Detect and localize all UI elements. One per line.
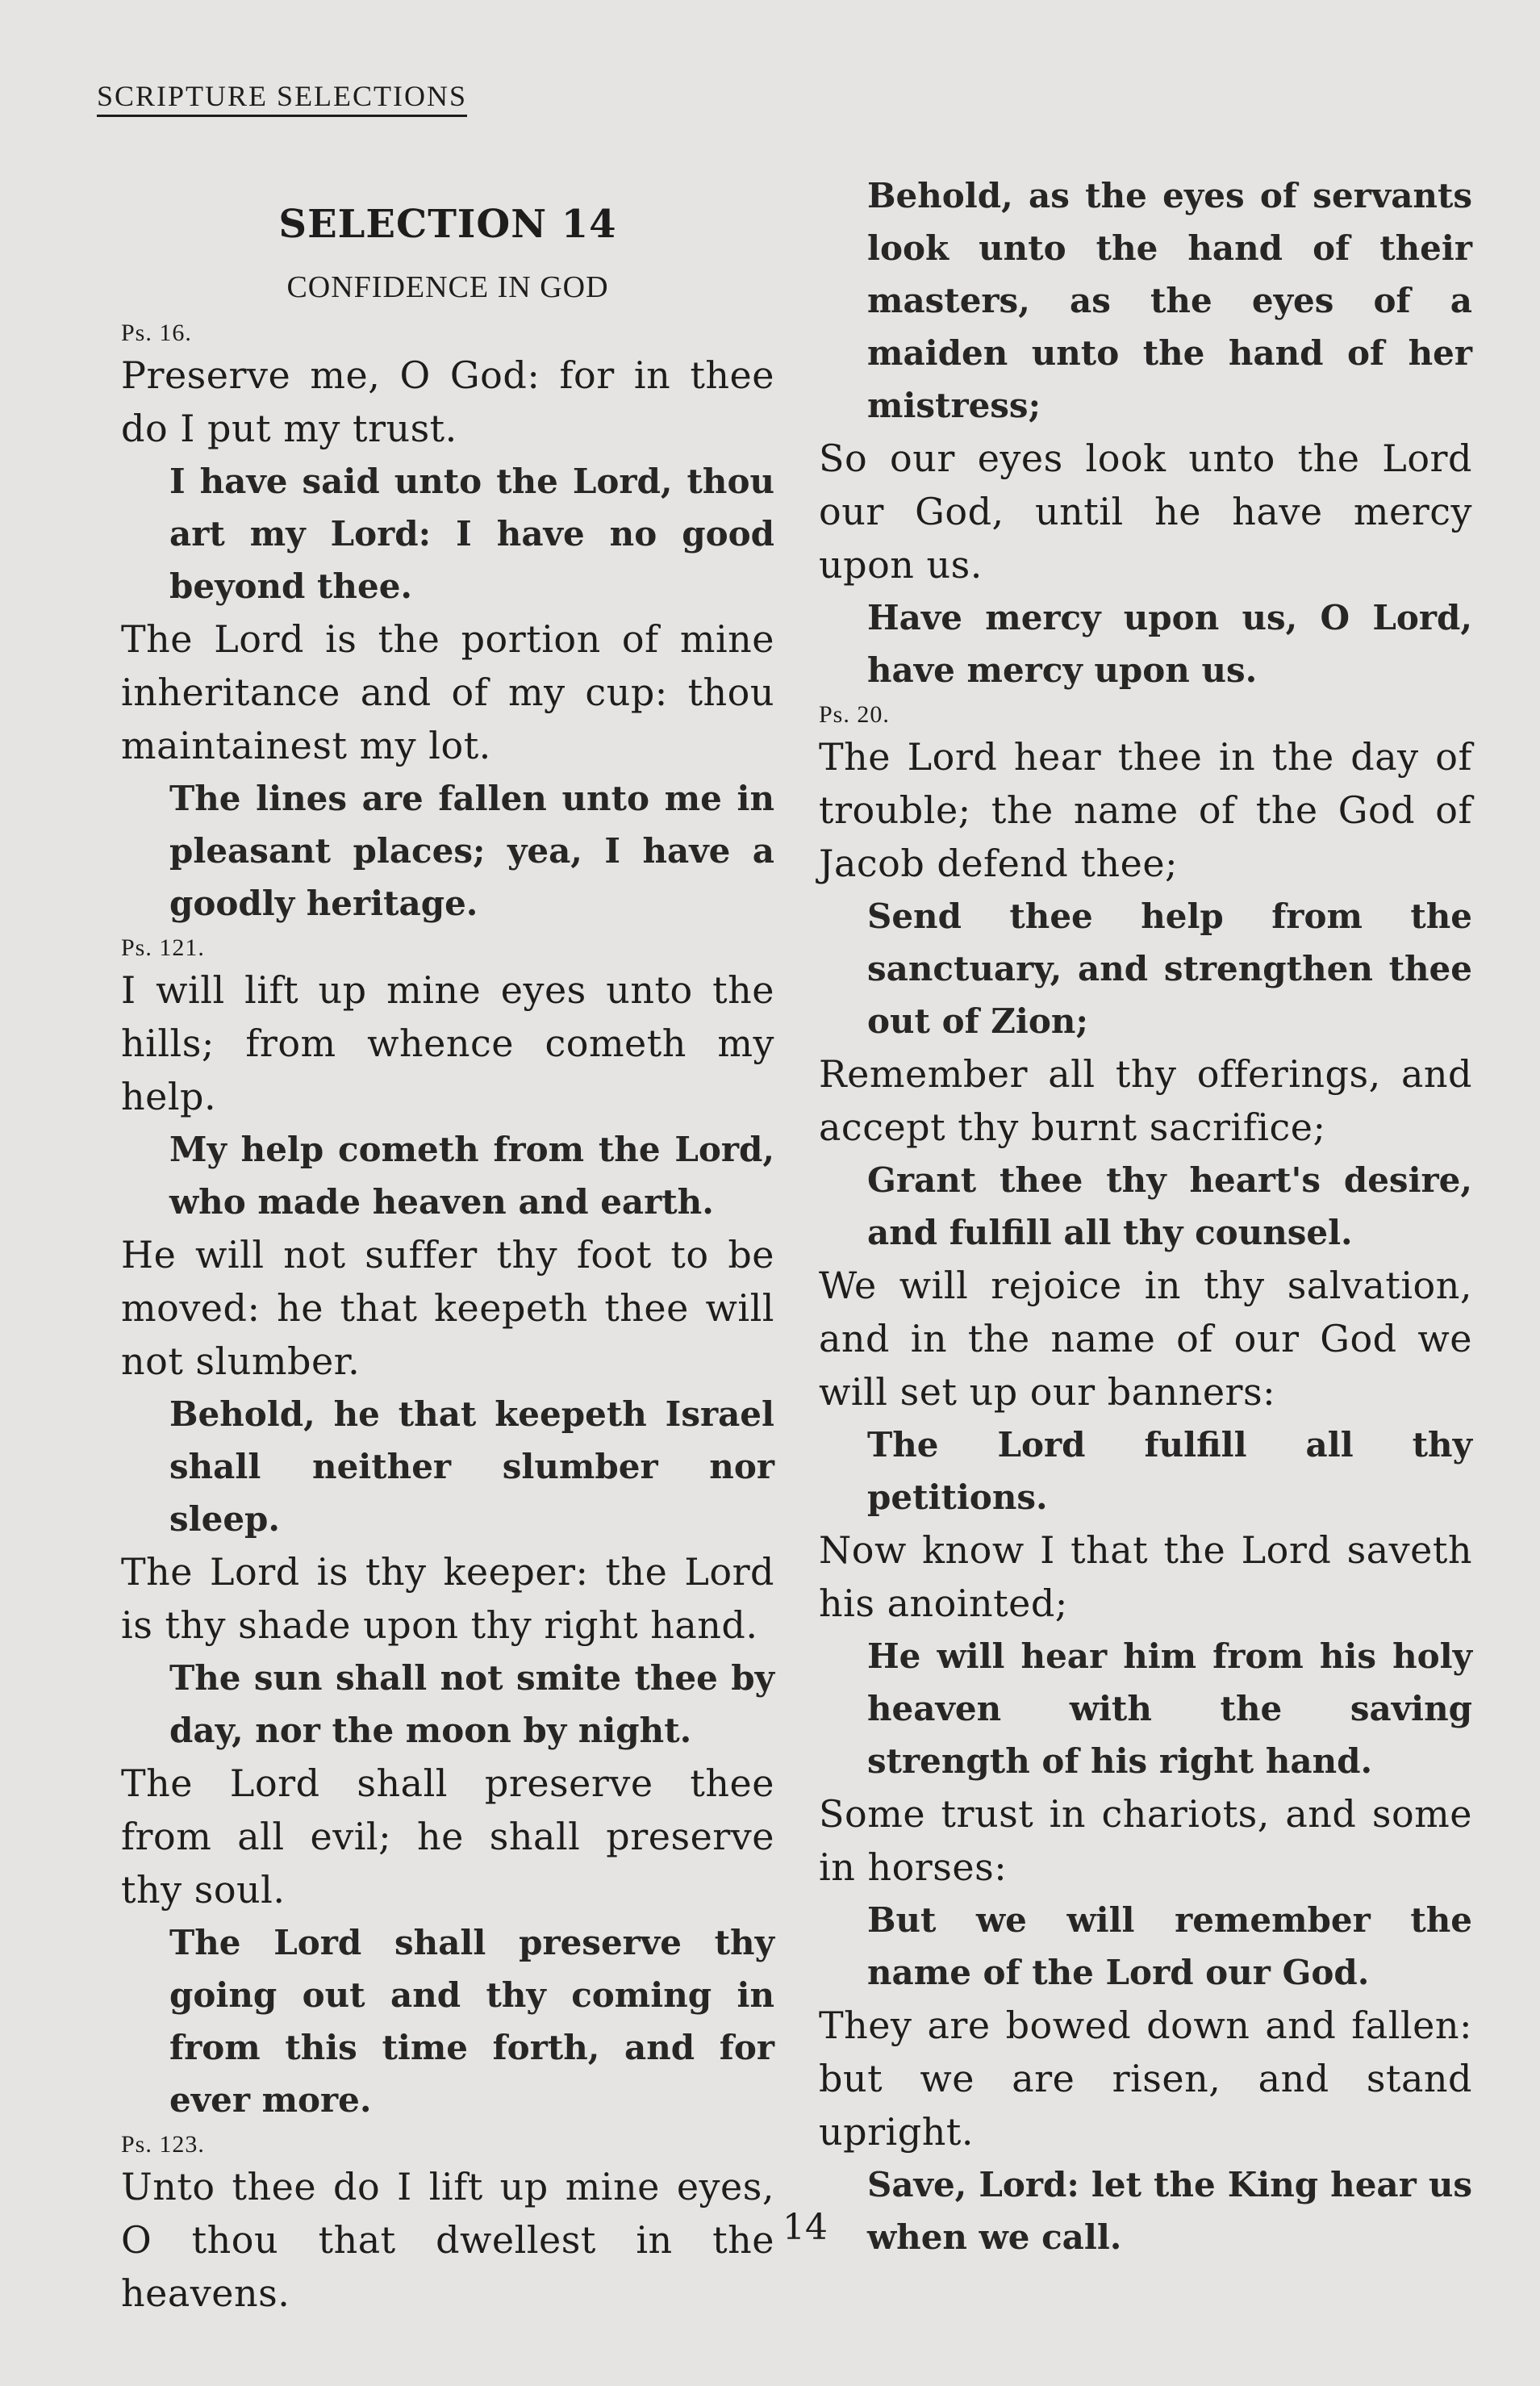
response-text: The sun shall not smite thee by day, nor the moon by night.	[169, 1658, 774, 1750]
psalm-reference: Ps. 123.	[121, 2131, 205, 2158]
psalm-reference: Ps. 121.	[121, 934, 205, 961]
verse-text: The Lord is thy keeper: the Lord is thy shade upon thy right hand.	[121, 1550, 774, 1647]
response-text: My help cometh from the Lord, who made heaven and earth.	[169, 1130, 774, 1222]
response-text: Behold, as the eyes of servants look unto the hand of their masters, as the eyes of a maiden unto the hand of her mistress;	[867, 176, 1472, 425]
verse-text: The Lord hear thee in the day of trouble; the name of the God of Jacob defend thee;	[819, 735, 1472, 885]
verse-text: The Lord shall preserve thee from all evil; he shall preserve thy soul.	[121, 1761, 774, 1912]
running-head: SCRIPTURE SELECTIONS	[97, 81, 467, 117]
verse-text: The Lord is the portion of mine inheritance and of my cup: thou maintainest my lot.	[121, 617, 774, 767]
verse-text: We will rejoice in thy salvation, and in the name of our God we will set up our banners:	[819, 1264, 1472, 1414]
left-column	[121, 169, 774, 2320]
response-text: Grant thee thy heart's desire, and fulfill all thy counsel.	[867, 1160, 1472, 1252]
psalm-reference: Ps. 20.	[819, 701, 890, 728]
selection-title: SELECTION 14	[278, 202, 617, 247]
verse-text: I will lift up mine eyes unto the hills; from whence cometh my help.	[121, 968, 774, 1118]
response-text: Save, Lord: let the King hear us when we call.	[867, 2165, 1472, 2257]
response-text: Behold, he that keepeth Israel shall neither slumber nor sleep.	[169, 1394, 774, 1539]
verse-text: Unto thee do I lift up mine eyes, O thou that dwellest in the heavens.	[121, 2165, 774, 2315]
verse-text: So our eyes look unto the Lord our God, until he have mercy upon us.	[819, 437, 1472, 587]
verse-text: Preserve me, O God: for in thee do I put my trust.	[121, 353, 774, 450]
response-text: The lines are fallen unto me in pleasant places; yea, I have a goodly heritage.	[169, 779, 774, 923]
selection-subtitle: CONFIDENCE IN GOD	[286, 270, 609, 304]
response-text: The Lord shall preserve thy going out and thy coming in from this time forth, and for ever more.	[169, 1923, 774, 2120]
verse-text: Some trust in chariots, and some in horses:	[819, 1792, 1472, 1889]
response-text: Have mercy upon us, O Lord, have mercy upon us.	[867, 598, 1472, 690]
response-text: He will hear him from his holy heaven with the saving strength of his right hand.	[867, 1636, 1472, 1781]
right-column	[819, 169, 1472, 2263]
psalm-reference: Ps. 16.	[121, 320, 192, 346]
response-text: The Lord fulfill all thy petitions.	[867, 1425, 1472, 1517]
response-text: But we will remember the name of the Lord our God.	[867, 1900, 1472, 1992]
response-text: I have said unto the Lord, thou art my Lord: I have no good beyond thee.	[169, 462, 774, 606]
verse-text: They are bowed down and fallen: but we are risen, and stand upright.	[819, 2004, 1472, 2154]
page-number: 14	[783, 2207, 828, 2248]
verse-text: He will not suffer thy foot to be moved: he that keepeth thee will not slumber.	[121, 1233, 774, 1383]
verse-text: Remember all thy offerings, and accept thy burnt sacrifice;	[819, 1052, 1472, 1149]
verse-text: Now know I that the Lord saveth his anointed;	[819, 1528, 1472, 1625]
left-column-body	[121, 320, 774, 2320]
right-column-body	[819, 169, 1472, 2263]
response-text: Send thee help from the sanctuary, and strengthen thee out of Zion;	[867, 896, 1472, 1041]
